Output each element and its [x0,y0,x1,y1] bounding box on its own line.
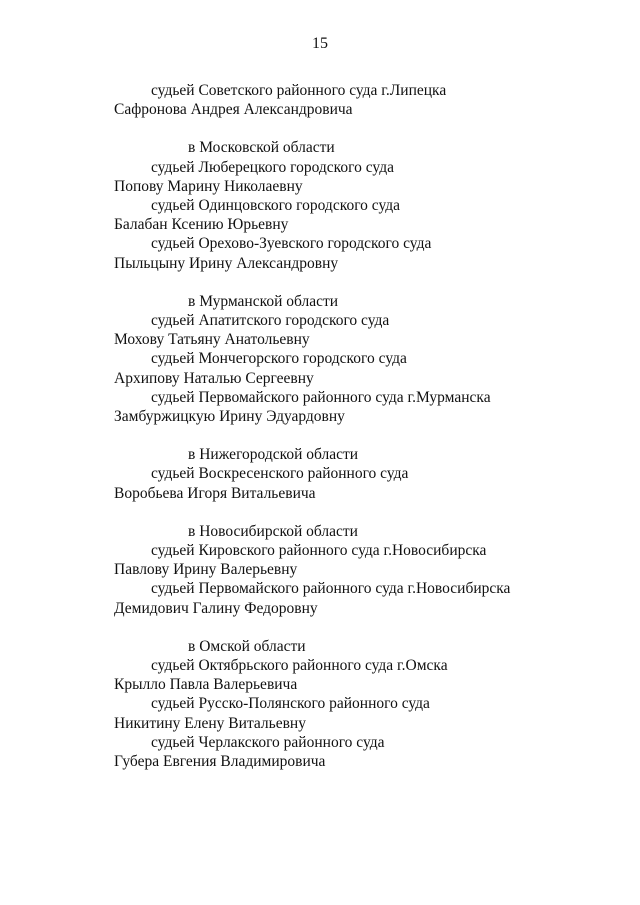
judge-name: Попову Марину Николаевну [114,177,303,195]
region-heading: в Нижегородской области [188,446,359,464]
judge-name: Пыльцыну Ирину Александровну [114,254,339,272]
court-position: судьей Мончегорского городского суда [151,350,407,368]
court-position: судьей Апатитского городского суда [151,312,390,330]
judge-name: Мохову Татьяну Анатольевну [114,331,310,349]
judge-name: Балабан Ксению Юрьевну [114,216,289,234]
court-position: судьей Одинцовского городского суда [151,197,401,215]
appointment-block [0,445,640,503]
region-heading: в Новосибирской области [188,522,358,540]
court-position: судьей Орехово-Зуевского городского суда [151,235,432,253]
appointment-block [0,637,640,771]
judge-name: Воробьева Игоря Витальевича [114,484,316,502]
judge-name: Павлову Ирину Валерьевну [114,561,298,579]
appointment-block [0,522,640,618]
court-position: судьей Советского районного суда г.Липецка [151,82,447,99]
judge-name: Никитину Елену Витальевну [114,714,306,732]
region-heading: в Омской области [188,637,306,655]
appointment-block [0,292,640,426]
court-position: судьей Люберецкого городского суда [151,158,394,176]
appointment-block [0,138,640,272]
judge-name: Сафронова Андрея Александровича [114,101,353,119]
judge-name: Демидович Галину Федоровну [114,599,318,617]
court-position: судьей Первомайского районного суда г.Новосибирска [151,580,511,598]
court-position: судьей Первомайского районного суда г.Мурманска [151,388,491,406]
court-position: судьей Русско-Полянского районного суда [151,695,430,713]
court-position: судьей Кировского районного суда г.Новосибирска [151,542,487,560]
court-position: судьей Черлакского районного суда [151,733,385,751]
page-number: 15 [312,35,328,52]
region-heading: в Мурманской области [188,292,339,310]
judge-name: Архипову Наталью Сергеевну [114,369,314,387]
court-position: судьей Воскресенского районного суда [151,465,409,483]
region-heading: в Московской области [188,139,335,157]
judge-name: Губера Евгения Владимировича [114,753,326,771]
judge-name: Крылло Павла Валерьевича [114,676,298,694]
judge-name: Замбуржицкую Ирину Эдуардовну [114,408,345,426]
court-position: судьей Октябрьского районного суда г.Омска [151,657,448,675]
appointment-block [0,81,640,119]
appointment-list [0,81,640,790]
